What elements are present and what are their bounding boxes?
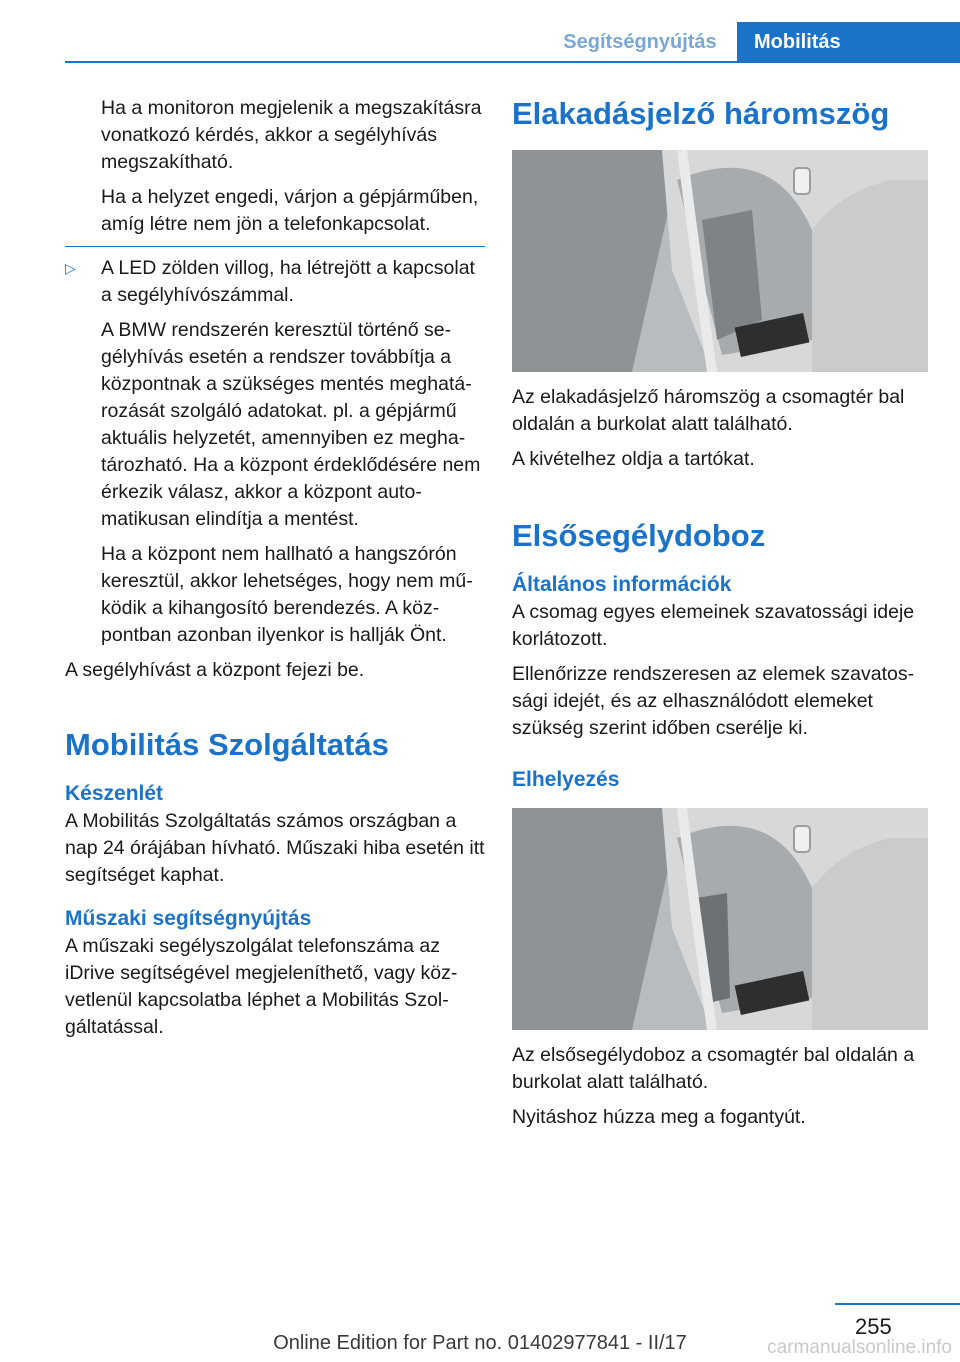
edition-footer: Online Edition for Part no. 01402977841 - II/17 — [273, 1332, 687, 1354]
tab-mobilitas[interactable]: Mobilitás — [737, 22, 960, 62]
paragraph: A Mobilitás Szolgáltatás számos országban a nap 24 órájában hívható. Műszaki hiba esetén itt segítséget kaphat. — [65, 810, 485, 886]
right-column — [512, 95, 932, 1139]
paragraph: A kivételhez oldja a tartókat. — [512, 448, 755, 470]
bullet-item — [65, 255, 485, 309]
paragraph: A BMW rendszerén keresztül történő segélyhívás esetén a rendszer továbbítja a központnak a szükséges mentés meghatározását szolgáló adatokat. pl. a gépjármű aktuális helyzetét, amennyiben ez meghatározható. Ha a központ érdeklődésére nem érkezik válasz, akkor a központ automatikusan elindítja a mentést. — [101, 319, 481, 530]
subheading-ready: Készenlét — [65, 782, 164, 805]
watermark: carmanualsonline.info — [767, 1337, 952, 1358]
section-heading-first-aid-kit: Elsősegélydoboz — [512, 518, 766, 553]
divider — [65, 246, 485, 247]
subheading-technical-help: Műszaki segítségnyújtás — [65, 907, 312, 930]
section-heading-mobility-service: Mobilitás Szolgáltatás — [65, 727, 389, 762]
tab-segitsegnyujtas[interactable]: Segítségnyújtás — [563, 30, 717, 53]
paragraph: A csomag egyes elemeinek szavatossági ideje korlátozott. — [512, 601, 915, 650]
trunk-warning-triangle-image — [512, 150, 928, 372]
paragraph: Az elakadásjelző háromszög a csomagtér bal oldalán a burkolat alatt található. — [512, 386, 905, 435]
page-number: 255 — [855, 1314, 892, 1339]
page-number-rule — [835, 1303, 960, 1305]
bullet-text: A LED zölden villog, ha létrejött a kapcsolat a segélyhívószámmal. — [101, 257, 475, 306]
subheading-general-info: Általános információk — [512, 573, 732, 596]
paragraph: Nyitáshoz húzza meg a fogantyút. — [512, 1106, 806, 1128]
left-column — [65, 95, 485, 1049]
subheading-location: Elhelyezés — [512, 768, 620, 791]
paragraph: Az elsősegélydoboz a csomagtér bal oldalán a burkolat alatt található. — [512, 1044, 915, 1093]
trunk-first-aid-kit-image — [512, 808, 928, 1030]
triangle-bullet-icon: ▷ — [65, 260, 76, 276]
paragraph: Ha a helyzet engedi, várjon a gépjárműben, amíg létre nem jön a telefonkapcsolat. — [101, 186, 479, 235]
paragraph: Ha a központ nem hallható a hangszórón keresztül, akkor lehetséges, hogy nem működik a kihangosító berendezés. A központban azonban ilyenkor is hallják Önt. — [101, 543, 473, 646]
paragraph: A segélyhívást a központ fejezi be. — [65, 659, 365, 681]
paragraph: Ellenőrizze rendszeresen az elemek szavatossági idejét, és az elhasználódott elemeket szükség szerint időben cserélje ki. — [512, 663, 915, 739]
paragraph: A műszaki segélyszolgálat telefonszáma az iDrive segítségével megjeleníthető, vagy közvetlenül kapcsolatba léphet a Mobilitás Szolgáltatással. — [65, 935, 458, 1038]
section-heading-warning-triangle: Elakadásjelző háromszög — [512, 96, 890, 131]
paragraph: Ha a monitoron megjelenik a megszakításra vonatkozó kérdés, akkor a segélyhívás megszakítható. — [101, 97, 482, 173]
